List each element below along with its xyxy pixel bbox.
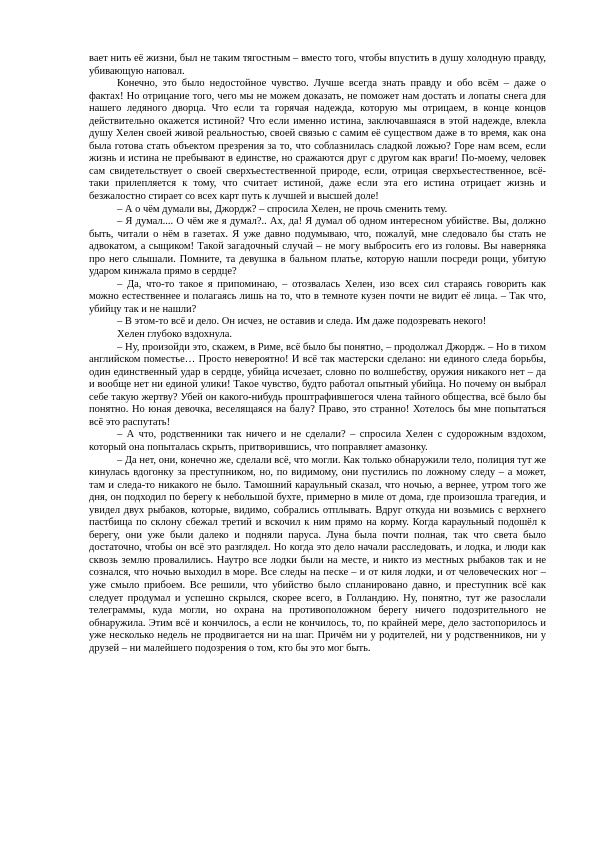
document-page [89, 53, 546, 655]
paragraph: – А что, родственники так ничего и не сделали? – спросила Хелен с судорожным вздохом, который она попыталась скрыть, притворившись, что поправляет амазонку. [89, 429, 546, 453]
paragraph: – А о чём думали вы, Джордж? – спросила Хелен, не прочь сменить тему. [117, 203, 448, 215]
paragraph: – Да нет, они, конечно же, сделали всё, что могли. Как только обнаружили тело, полиция тут же кинулась вдогонку за преступником, но, по видимому, они пустились по ложному следу – а может, там и следа-то никакого не было. Тамошний караульный сказал, что ночью, а вернее, утром того же дня, он подходил по берегу к небольшой бухте, примерно в миле от дома, где произошла трагедия, и увидел двух рыбаков, которые, видимо, собрались отплывать. Вдруг откуда ни возьмись с верхнего пастбища по склону сбежал третий и вскочил к ним прямо на корму. Когда караульный подошёл к берегу, они уже были далеко и подняли паруса. Луна была почти полная, так что света было достаточно, чтобы он всё это разглядел. Но когда это дело начали расследовать, и лодка, и люди как сквозь землю провалились. Наутро все лодки были на месте, и никто из местных рыбаков так и не сознался, что ночью выходил в море. Все следы на песке – и от киля лодки, и от человеческих ног – уже смыло прибоем. Все решили, что убийство было спланировано давно, и преступник всё как следует продумал и успешно скрылся, скорее всего, в Голландию. Ну, понятно, тут же разослали телеграммы, куда могли, но охрана на противоположном берегу ничего подозрительного не обнаружила. Этим всё и кончилось, а если не кончилось, то, по крайней мере, дело застопорилось и уже несколько недель не продвигается ни на шаг. Причём ни у родителей, ни у родственников, ни у друзей – ни малейшего подозрения о том, кто бы это мог быть. [89, 454, 546, 654]
paragraph: вает нить её жизни, был не таким тягостным – вместо того, чтобы впустить в душу холодную правду, убивающую наповал. [89, 53, 546, 77]
paragraph: – В этом-то всё и дело. Он исчез, не оставив и следа. Им даже подозревать некого! [117, 316, 487, 328]
paragraph: – Я думал.... О чём же я думал?.. Ах, да! Я думал об одном интересном убийстве. Вы, должно быть, читали о нём в газетах. Я уже давно подумываю, что, пожалуй, мне следовало бы стать не адвокатом, а сыщиком! Такой загадочный случай – не могу выбросить его из головы. Вы наверняка про него слышали. Помните, та девушка в бальном платье, которую нашли посреди рощи, убитую ударом кинжала прямо в сердце? [89, 216, 546, 278]
paragraph: Конечно, это было недостойное чувство. Лучше всегда знать правду и обо всём – даже о фактах! Но отрицание того, чего мы не можем доказать, не поможет нам достать и лопаты снега для нашего ледяного дворца. Что если та горячая надежда, которую мы отрицаем, в конце концов действительно окажется истиной? Что если именно истина, заключавшаяся в этой надежде, влекла душу Хелен своей живой реальностью, своей связью с самим её существом даже в то время, как она была готова стать объектом презрения за то, что соблазнилась сладкой ложью? Горе нам всем, если жизнь и истина не пребывают в единстве, но сражаются друг с другом как враги! По-моему, человек сам свидетельствует о своей сверхъестественной природе, если, отрицая сверхъестественное, всё-таки прилепляется к тому, что считает истиной, даже если эта его истина отрицает жизнь и безжалостно стирает со всех карт путь к лучшей и высшей доле! [89, 78, 546, 203]
paragraph: Хелен глубоко вздохнула. [117, 329, 232, 341]
paragraph: – Да, что-то такое я припоминаю, – отозвалась Хелен, изо всех сил стараясь говорить как можно естественнее и полагаясь лишь на то, что в темноте кузен почти не видит её лица. – Так что, убийцу так и не нашли? [89, 278, 546, 315]
paragraph: – Ну, произойди это, скажем, в Риме, всё было бы понятно, – продолжал Джордж. – Но в тихом английском поместье… Просто невероятно! И всё так мастерски сделано: ни единого следа борьбы, один единственный удар в сердце, убийца исчезает, словно по волшебству, оружия никакого нет – да и вообще нет ни единой улики! Такое чувство, будто работал опытный убийца. Но почему он выбрал себе такую жертву? Убей он какого-нибудь проштрафившегося члена тайного общества, всё было бы понятно. Но юная девочка, веселящаяся на балу? Право, это странно! Хотелось бы мне попытаться всё это распутать! [89, 341, 546, 428]
